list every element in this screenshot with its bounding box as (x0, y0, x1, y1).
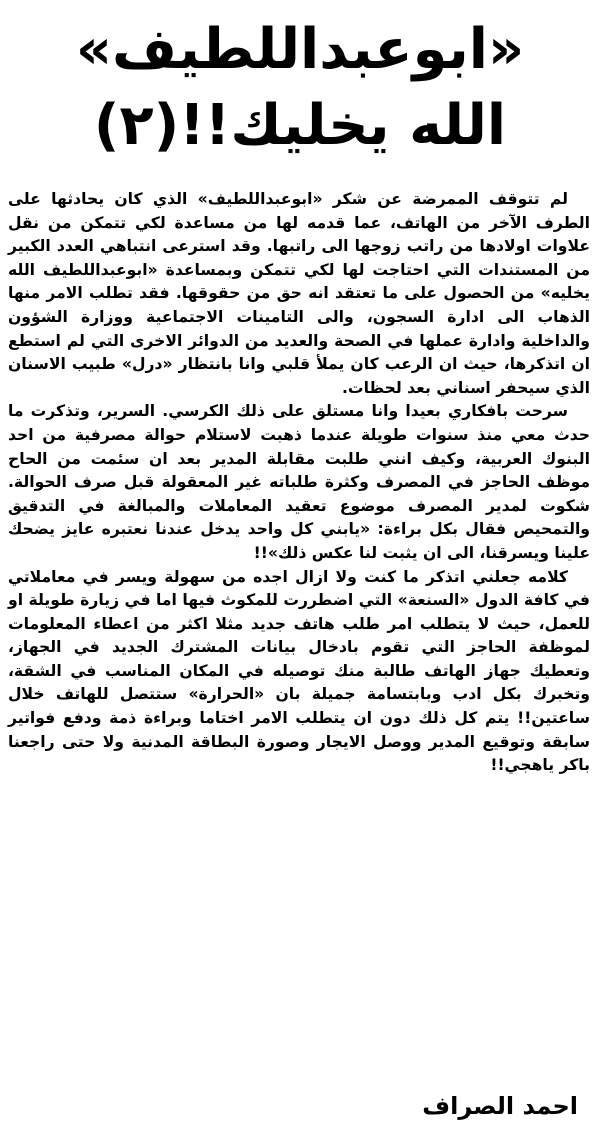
paragraph-1: لم تتوقف الممرضة عن شكر «ابوعبداللطيف» الذي كان يحادثها على الطرف الآخر من الهاتف، عما قدمه لها من مساعدة لكي تتمكن من نقل علاوات اولادها من راتب زوجها الى راتبها. وقد استرعى انتباهي العدد الكبير من المستندات التي احتاجت لها لكي تتمكن وبمساعدة «ابوعبداللطيف الله يخليه» من الحصول على ما تعتقد انه حق من حقوقها. فقد تطلب الامر منها الذهاب الى ادارة السجون، والى التامينات الاجتماعية ووزارة الشؤون والداخلية وادارة عملها في الصحة والعديد من الدوائر الاخرى التي لم استطع ان اتذكرها، حيث ان الرعب كان يملأ قلبي وانا بانتظار «درل» طبيب الاسنان الذي سيحفر اسناني بعد لحظات. (8, 190, 590, 397)
article-body (8, 188, 590, 778)
author-signature: احمد الصراف (422, 1092, 578, 1120)
paragraph-3: كلامه جعلني اتذكر ما كنت ولا ازال اجده من سهولة ويسر في معاملاتي في كافة الدول «السنعة» التي اضطررت للمكوث فيها اما في زيارة طويلة او للعمل، حيث لا يتطلب امر طلب هاتف جديد مثلا اكثر من اعطاء المعلومات لموظفة الحاجز التي تقوم بادخال بيانات المشترك الجديد في الجهاز، وتعطيك جهاز الهاتف طالبة منك توصيله في المكان المناسب في الشقة، وتخبرك بكل ادب وبابتسامة جميلة بان «الحرارة» ستتصل للهاتف خلال ساعتين!! يتم كل ذلك دون ان يتطلب الامر اختاما وبراءة ذمة ودفع فواتير سابقة وتوقيع المدير ووصل الايجار وصورة البطاقة المدنية ولا حتى راجعنا باكر ياهجي!! (8, 567, 590, 775)
headline-line-2: الله يخليك!!(٢) (93, 93, 507, 158)
headline-line-1: «ابوعبداللطيف» (75, 17, 525, 82)
paragraph-2: سرحت بافكاري بعيدا وانا مستلق على ذلك الكرسي. السرير، وتذكرت ما حدث معي منذ سنوات طويلة عندما ذهبت لاستلام حوالة مصرفية من احد البنوك العربية، وكيف انني طلبت مقابلة المدير بعد ان سئمت من الحاح موظف الحاجز في المصرف وكثرة طلباته غير المعقولة قبل صرف الحوالة. شكوت لمدير المصرف موضوع تعقيد المعاملات والمبالغة في التدقيق والتمحيص فقال بكل براءة: «يابني كل واحد يدخل عندنا نعتبره عايز يضحك علينا ويسرقنا، الى ان يثبت لنا عكس ذلك»!! (8, 402, 590, 562)
